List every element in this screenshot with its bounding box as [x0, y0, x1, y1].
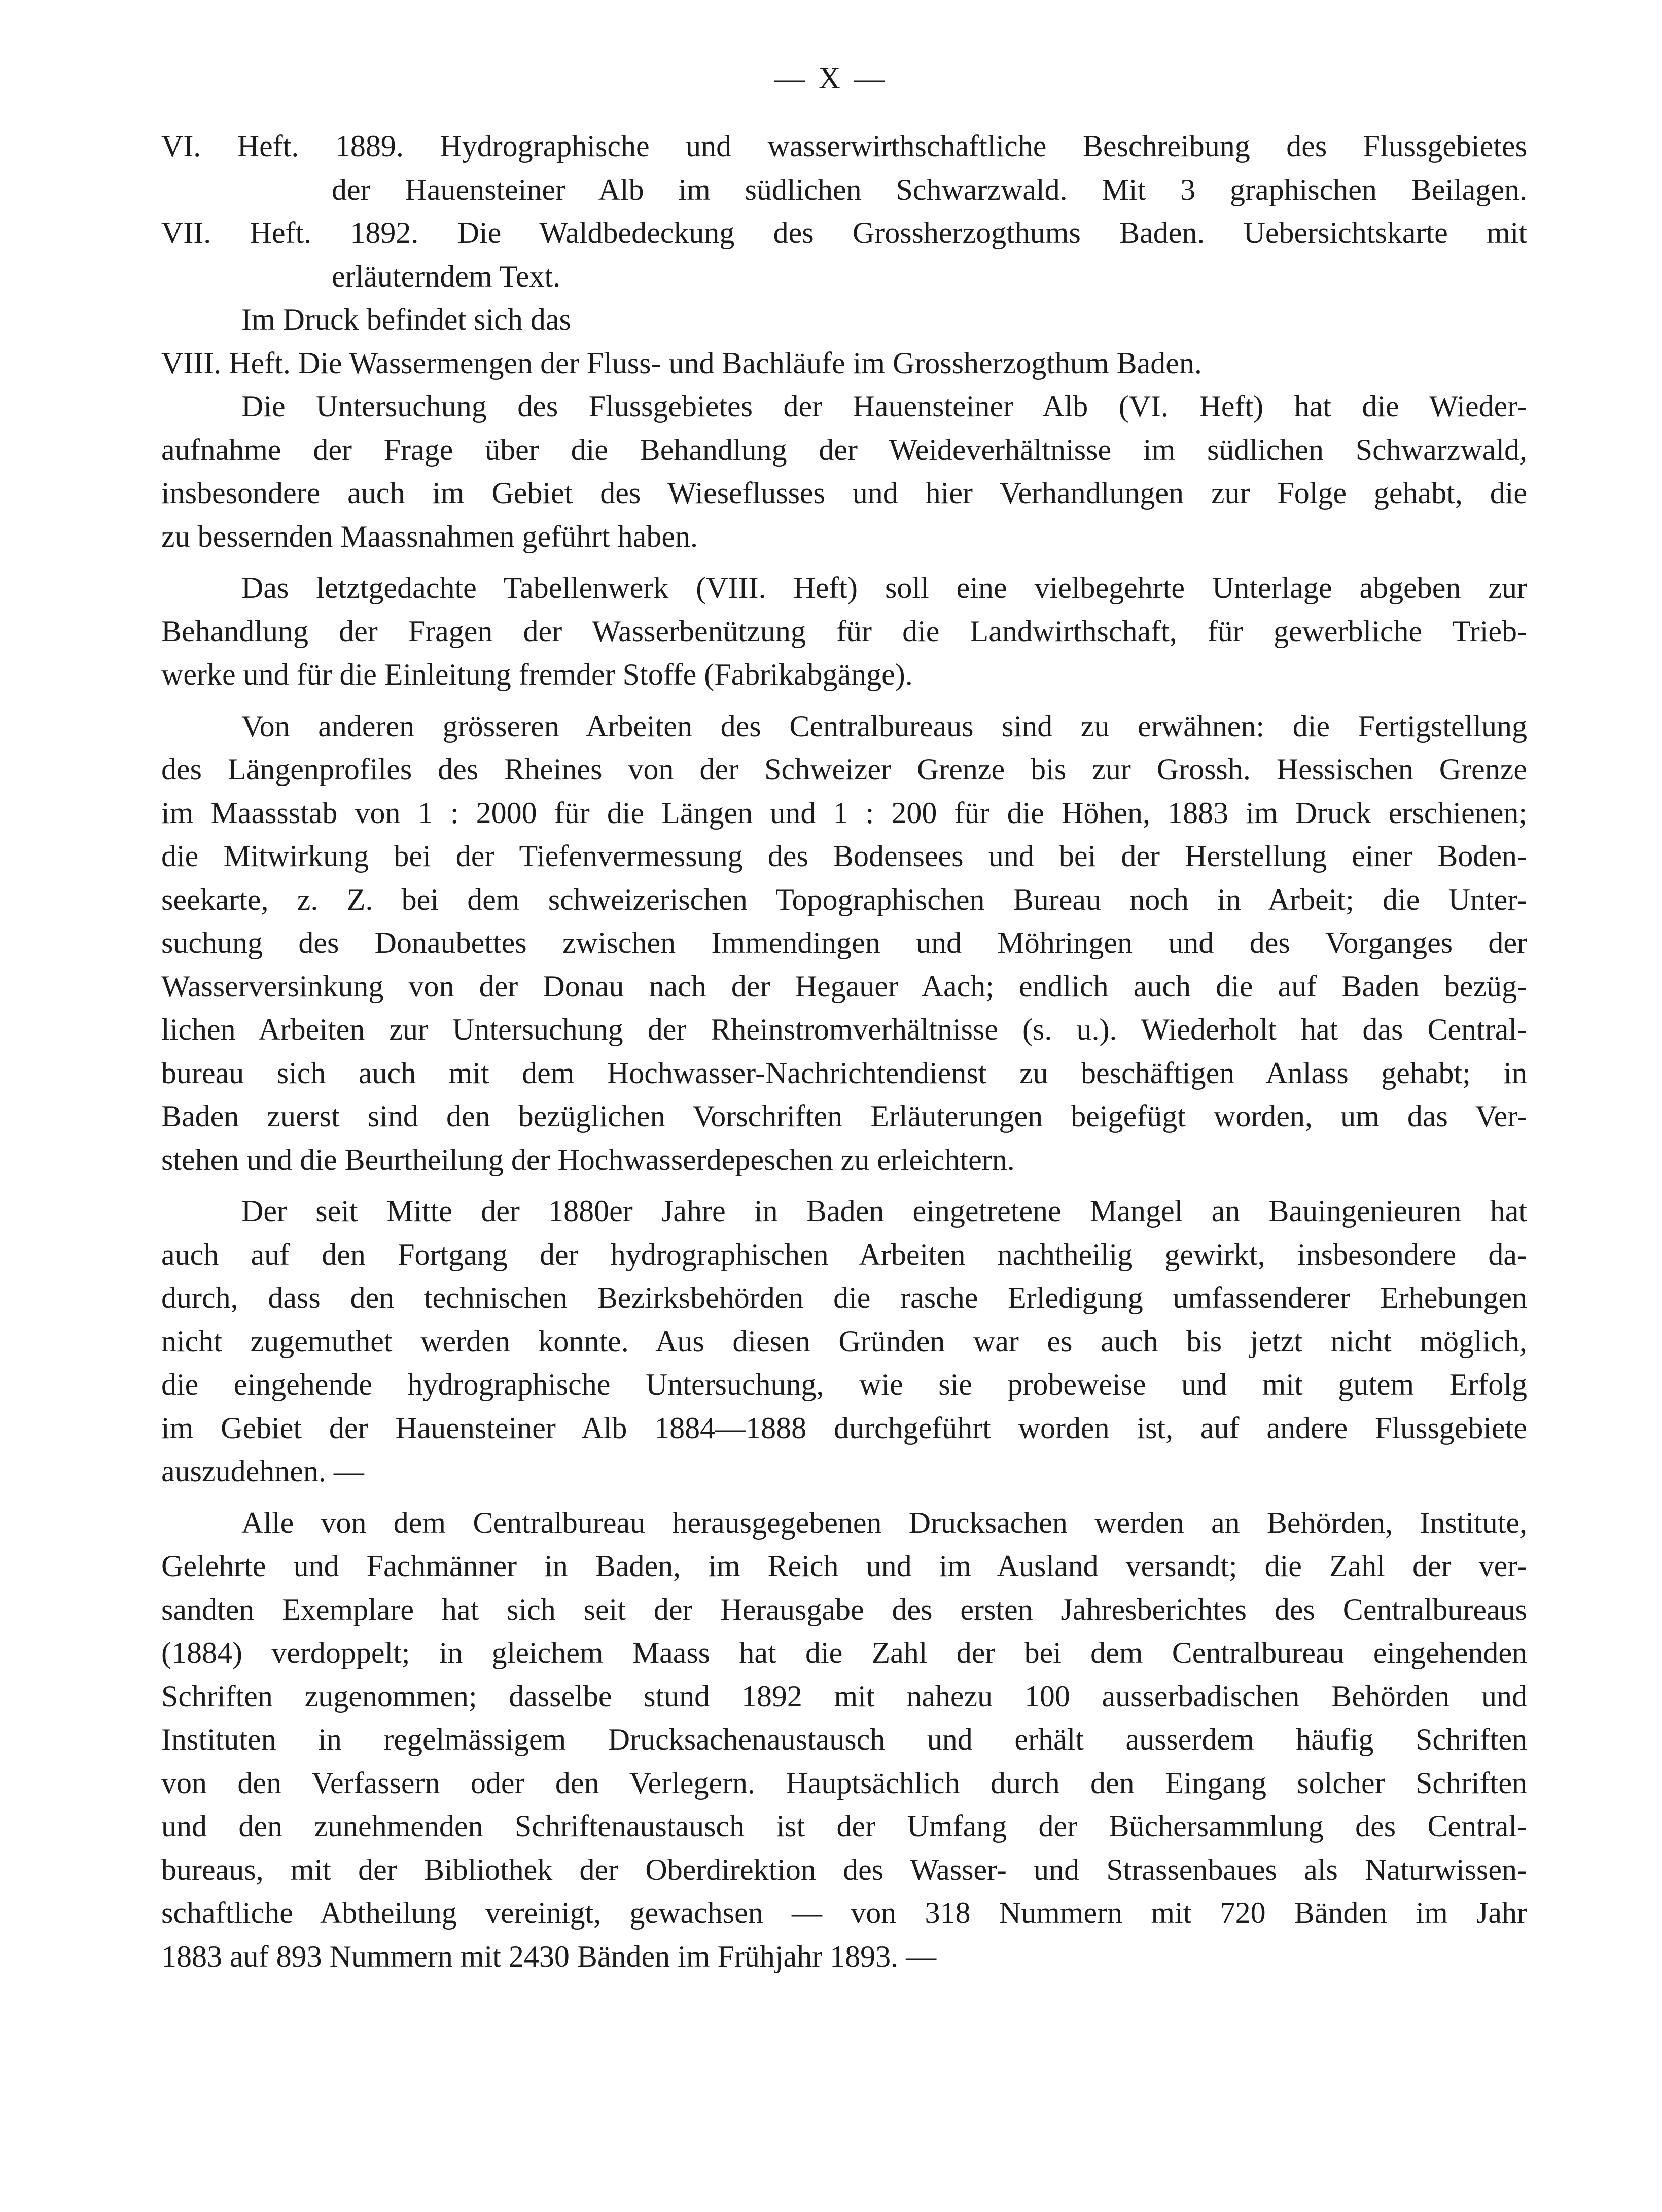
- text-line: suchung des Donaubettes zwischen Immendingen und Möhringen und des Vorganges der: [161, 926, 1527, 959]
- text-line: bureaus, mit der Bibliothek der Oberdirektion des Wasser- und Strassenbaues als Naturwissen-: [161, 1852, 1527, 1886]
- text-line: zu bessernden Maassnahmen geführt haben.: [161, 519, 698, 553]
- text-line: werke und für die Einleitung fremder Stoffe (Fabrikabgänge).: [161, 658, 913, 691]
- text-line: auszudehnen. —: [161, 1454, 364, 1488]
- text-line: Instituten in regelmässigem Drucksachenaustausch und erhält ausserdem häufig Schriften: [161, 1723, 1527, 1756]
- text-line: die eingehende hydrographische Untersuchung, wie sie probeweise und mit gutem Erfolg: [161, 1368, 1527, 1401]
- text-line: und den zunehmenden Schriftenaustausch ist der Umfang der Büchersammlung des Central-: [161, 1809, 1527, 1843]
- text-line: aufnahme der Frage über die Behandlung der Weideverhältnisse im südlichen Schwarzwald,: [161, 433, 1527, 467]
- text-line: Die Untersuchung des Flussgebietes der Hauensteiner Alb (VI. Heft) hat die Wieder-: [241, 389, 1527, 423]
- text-line: schaftliche Abtheilung vereinigt, gewachsen — von 318 Nummern mit 720 Bänden im Jahr: [161, 1896, 1527, 1930]
- text-line: 1883 auf 893 Nummern mit 2430 Bänden im Frühjahr 1893. —: [161, 1939, 937, 1973]
- text-line: Von anderen grösseren Arbeiten des Centralbureaus sind zu erwähnen: die Fertigstellung: [241, 709, 1527, 743]
- page-number: — X —: [774, 61, 888, 95]
- text-line: bureau sich auch mit dem Hochwasser-Nachrichtendienst zu beschäftigen Anlass gehabt; in: [161, 1056, 1527, 1090]
- text-line: insbesondere auch im Gebiet des Wieseflusses und hier Verhandlungen zur Folge gehabt, die: [161, 476, 1527, 510]
- text-line: Alle von dem Centralbureau herausgegebenen Drucksachen werden an Behörden, Institute,: [241, 1506, 1527, 1540]
- text-line: die Mitwirkung bei der Tiefenvermessung des Bodensees und bei der Herstellung einer Boden-: [161, 839, 1527, 873]
- text-line: der Hauensteiner Alb im südlichen Schwarzwald. Mit 3 graphischen Beilagen.: [332, 172, 1527, 206]
- text-line: VI. Heft. 1889. Hydrographische und wasserwirthschaftliche Beschreibung des Flussgebietes: [161, 129, 1527, 163]
- text-line: seekarte, z. Z. bei dem schweizerischen Topographischen Bureau noch in Arbeit; die Unter-: [161, 882, 1527, 916]
- text-line: Wasserversinkung von der Donau nach der Hegauer Aach; endlich auch die auf Baden bezüg-: [161, 969, 1527, 1003]
- text-line: nicht zugemuthet werden konnte. Aus diesen Gründen war es auch bis jetzt nicht möglich,: [161, 1324, 1527, 1358]
- text-line: Schriften zugenommen; dasselbe stund 1892 mit nahezu 100 ausserbadischen Behörden und: [161, 1679, 1527, 1713]
- text-line: stehen und die Beurtheilung der Hochwasserdepeschen zu erleichtern.: [161, 1143, 1015, 1176]
- text-line: Das letztgedachte Tabellenwerk (VIII. Heft) soll eine vielbegehrte Unterlage abgeben zur: [241, 571, 1527, 604]
- body-text: [161, 125, 1527, 1978]
- text-line: im Gebiet der Hauensteiner Alb 1884—1888 durchgeführt worden ist, auf andere Flussgebiete: [161, 1411, 1527, 1445]
- text-line: lichen Arbeiten zur Untersuchung der Rheinstromverhältnisse (s. u.). Wiederholt hat das Central-: [161, 1013, 1527, 1046]
- text-line: erläuterndem Text.: [332, 259, 561, 293]
- text-line: Baden zuerst sind den bezüglichen Vorschriften Erläuterungen beigefügt worden, um das Ver-: [161, 1099, 1527, 1133]
- text-line: sandten Exemplare hat sich seit der Herausgabe des ersten Jahresberichtes des Centralbureaus: [161, 1592, 1527, 1626]
- text-line: auch auf den Fortgang der hydrographischen Arbeiten nachtheilig gewirkt, insbesondere da-: [161, 1237, 1527, 1271]
- text-line: im Maassstab von 1 : 2000 für die Längen und 1 : 200 für die Höhen, 1883 im Druck erschienen;: [161, 796, 1527, 830]
- text-line: durch, dass den technischen Bezirksbehörden die rasche Erledigung umfassenderer Erhebungen: [161, 1281, 1527, 1314]
- text-line: Gelehrte und Fachmänner in Baden, im Reich und im Ausland versandt; die Zahl der ver-: [161, 1549, 1527, 1583]
- text-line: (1884) verdoppelt; in gleichem Maass hat die Zahl der bei dem Centralbureau eingehenden: [161, 1636, 1527, 1669]
- text-line: Im Druck befindet sich das: [241, 303, 571, 336]
- text-line: des Längenprofiles des Rheines von der Schweizer Grenze bis zur Grossh. Hessischen Grenze: [161, 753, 1527, 786]
- text-line: Der seit Mitte der 1880er Jahre in Baden eingetretene Mangel an Bauingenieuren hat: [241, 1194, 1527, 1228]
- text-line: VII. Heft. 1892. Die Waldbedeckung des Grossherzogthums Baden. Uebersichtskarte mit: [161, 216, 1527, 249]
- text-line: Behandlung der Fragen der Wasserbenützung für die Landwirthschaft, für gewerbliche Trieb-: [161, 614, 1527, 648]
- text-line: von den Verfassern oder den Verlegern. Hauptsächlich durch den Eingang solcher Schriften: [161, 1766, 1527, 1800]
- text-line: VIII. Heft. Die Wassermengen der Fluss- und Bachläufe im Grossherzogthum Baden.: [161, 346, 1202, 380]
